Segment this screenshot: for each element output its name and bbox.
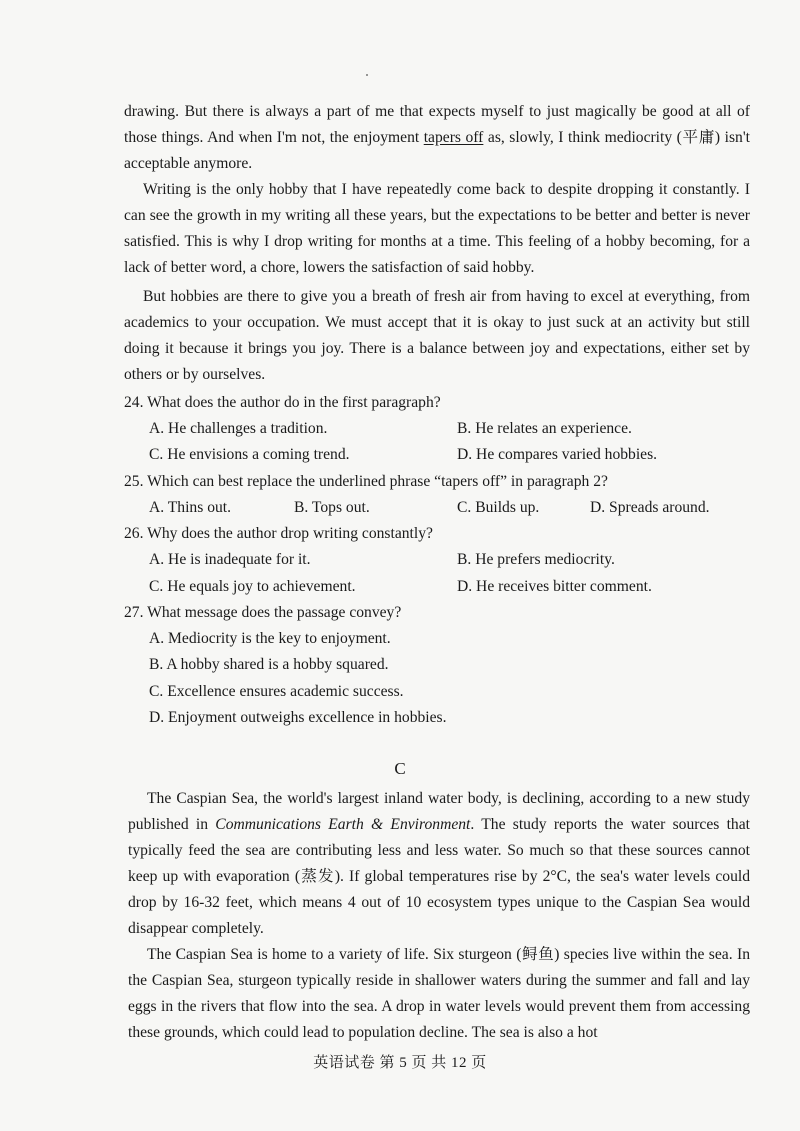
text-run: drawing. But there is always a part of me that expects myself to just magically be good at all of those things. And when I'm not, the enjoyment — [124, 103, 750, 146]
question-27-option-b: B. A hobby shared is a hobby squared. — [149, 656, 389, 673]
question-27-option-a: A. Mediocrity is the key to enjoyment. — [149, 630, 391, 647]
question-26-stem: 26. Why does the author drop writing constantly? — [124, 525, 433, 542]
passage-b-paragraph-2: Writing is the only hobby that I have repeatedly come back to despite dropping it constantly. I can see the growth in my writing all these years, but the expectations to be better and better is never satisfied. This is why I drop writing for months at a time. This feeling of a hobby becoming, for a lack of better word, a chore, lowers the satisfaction of said hobby. — [124, 181, 750, 276]
passage-b-paragraph-3: But hobbies are there to give you a breath of fresh air from having to excel at everything, from academics to your occupation. We must accept that it is okay to just suck at an activity but still doing it because it brings you joy. There is a balance between joy and expectations, either set by others or by ourselves. — [124, 288, 750, 383]
section-c-heading: C — [394, 759, 406, 778]
question-25-option-d: D. Spreads around. — [590, 499, 710, 516]
question-25-option-a: A. Thins out. — [149, 499, 232, 516]
question-27-stem: 27. What message does the passage convey? — [124, 604, 402, 621]
text-run: . The study reports the water sources that typically feed the sea are contributing less and less water. So much so that these sources cannot keep up with evaporation (蒸发). If global temperatures rise by 2°C, the sea's water levels could drop by 16-32 feet, which means 4 out of 10 ecosystem types unique to the Caspian Sea would disappear completely. — [128, 816, 750, 937]
text-run: as, slowly, I think mediocrity (平庸) isn't acceptable anymore. — [124, 129, 750, 172]
question-24-stem: 24. What does the author do in the first paragraph? — [124, 394, 441, 411]
underlined-phrase: tapers off — [423, 129, 484, 146]
question-26-option-b: B. He prefers mediocrity. — [457, 551, 615, 568]
passage-b-paragraph-continued — [124, 99, 750, 177]
question-27-option-d: D. Enjoyment outweighs excellence in hobbies. — [149, 709, 447, 726]
page-footer: 英语试卷 第 5 页 共 12 页 — [313, 1055, 487, 1071]
question-24-option-c: C. He envisions a coming trend. — [149, 446, 350, 463]
question-25-stem: 25. Which can best replace the underlined phrase “tapers off” in paragraph 2? — [124, 473, 608, 490]
scan-speck — [366, 74, 368, 76]
question-24-option-a: A. He challenges a tradition. — [149, 420, 328, 437]
question-26-option-d: D. He receives bitter comment. — [457, 578, 652, 595]
question-26-option-a: A. He is inadequate for it. — [149, 551, 311, 568]
question-24-option-d: D. He compares varied hobbies. — [457, 446, 658, 463]
question-24-option-b: B. He relates an experience. — [457, 420, 632, 437]
journal-title: Communications Earth & Environment — [215, 816, 471, 833]
question-25-option-c: C. Builds up. — [457, 499, 540, 516]
question-26-option-c: C. He equals joy to achievement. — [149, 578, 356, 595]
passage-c-paragraph-2: The Caspian Sea is home to a variety of life. Six sturgeon (鲟鱼) species live within the sea. In the Caspian Sea, sturgeon typically reside in shallower waters during the summer and fall and lay eggs in the rivers that flow into the sea. A drop in water levels would prevent them from accessing these grounds, which could lead to population decline. The sea is also a hot — [128, 946, 750, 1041]
text-run: The Caspian Sea, the world's largest inland water body, is declining, according to a new study published in — [128, 790, 750, 833]
question-27-option-c: C. Excellence ensures academic success. — [149, 683, 404, 700]
passage-c-paragraph-1 — [128, 786, 750, 942]
question-25-option-b: B. Tops out. — [294, 499, 370, 516]
